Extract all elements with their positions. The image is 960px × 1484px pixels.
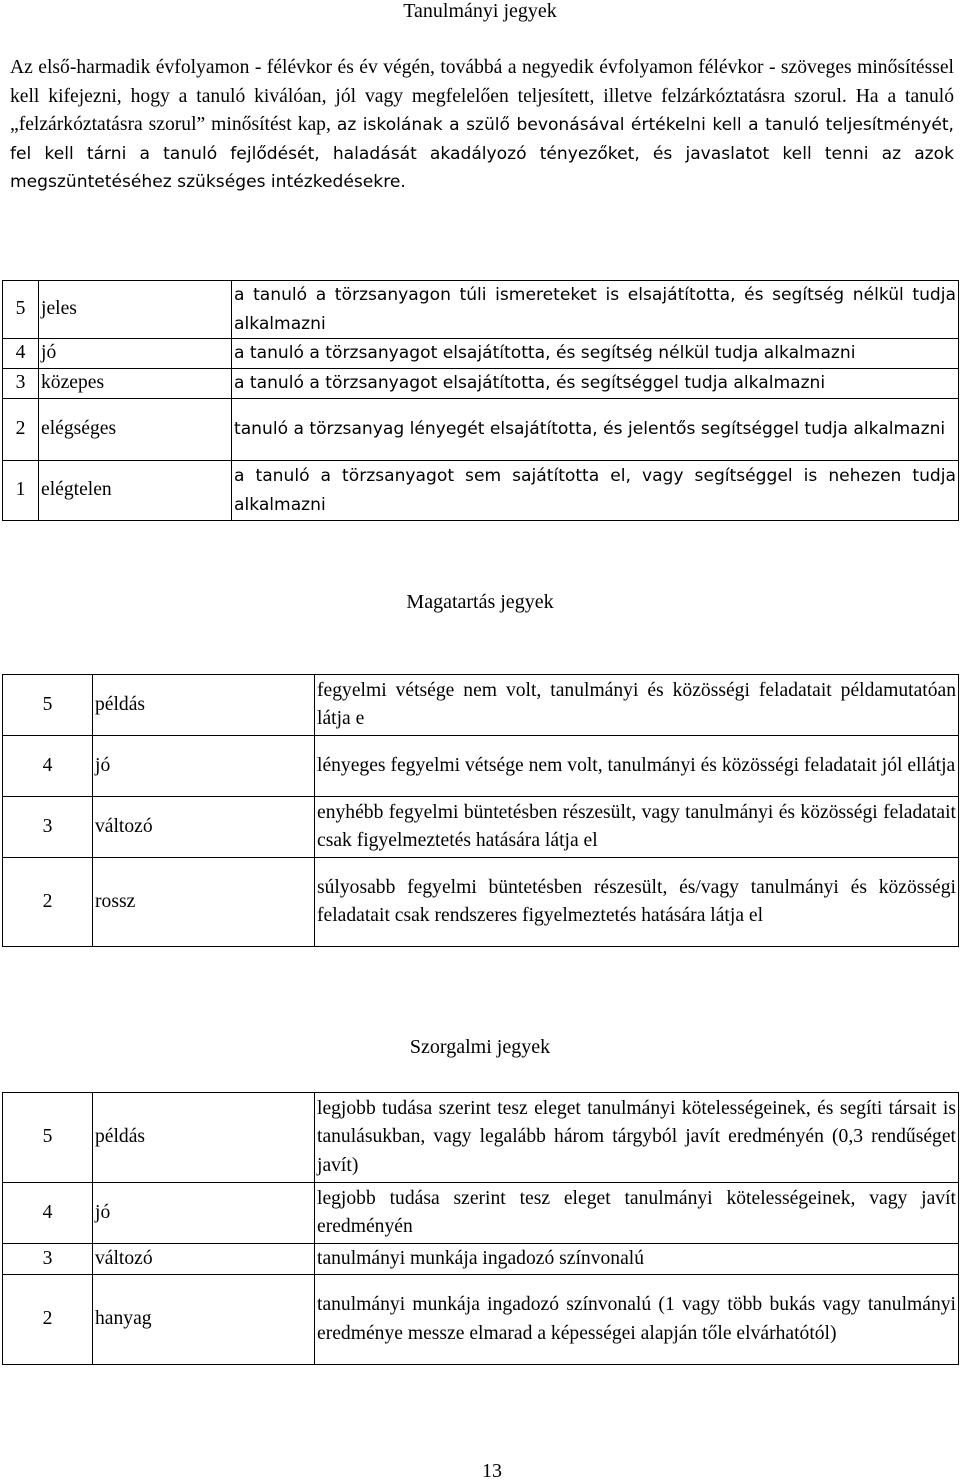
- grade-description: tanulmányi munkája ingadozó színvonalú (1 vagy több bukás vagy tanulmányi eredménye messze elmarad a képességei alapján tőle elvárhatótól): [315, 1275, 959, 1365]
- academic-title: Tanulmányi jegyek: [403, 0, 557, 22]
- table-row: [3, 675, 959, 736]
- grade-label: jeles: [39, 281, 232, 339]
- grade-label: példás: [93, 675, 315, 736]
- table-row: [3, 1275, 959, 1365]
- behavior-title: Magatartás jegyek: [406, 591, 554, 613]
- grade-label: jó: [93, 1183, 315, 1244]
- intro-text-part-c: az iskolának a szülő bevonásával értékelni kell a tanuló teljesítményét, fel kell tárni a tanuló fejlődését, haladását akadályozó tényezőket, és javaslatot kell tenni az azok megszüntetéséhez szükséges intézkedésekre.: [10, 115, 954, 193]
- page-number: 13: [482, 1460, 502, 1482]
- table-row: [3, 281, 959, 339]
- intro-text-part-b: Ha a tanuló „felzárkóztatásra szorul” minősítést kap,: [10, 85, 955, 136]
- grade-description: a tanuló a törzsanyagot elsajátította, és segítség nélkül tudja alkalmazni: [232, 339, 959, 369]
- grade-description: tanuló a törzsanyag lényegét elsajátította, és jelentős segítséggel tudja alkalmazni: [232, 399, 959, 461]
- grade-number: 5: [3, 1093, 93, 1183]
- grade-label: rossz: [93, 858, 315, 947]
- grade-description: a tanuló a törzsanyagon túli ismereteket is elsajátította, és segítség nélkül tudja alkalmazni: [232, 281, 959, 339]
- grade-description: a tanuló a törzsanyagot sem sajátította el, vagy segítséggel is nehezen tudja alkalmazni: [232, 461, 959, 521]
- grade-description: lényeges fegyelmi vétsége nem volt, tanulmányi és közösségi feladatait jól ellátja: [315, 736, 959, 797]
- grade-number: 3: [3, 369, 39, 399]
- grade-description: legjobb tudása szerint tesz eleget tanulmányi kötelességeinek, vagy javít eredményén: [315, 1183, 959, 1244]
- grade-number: 3: [3, 797, 93, 858]
- grade-description: legjobb tudása szerint tesz eleget tanulmányi kötelességeinek, és segíti társait is tanulásukban, vagy legalább három tárgyból javít eredményén (0,3 rendűséget javít): [315, 1093, 959, 1183]
- table-row: [3, 339, 959, 369]
- grade-number: 4: [3, 1183, 93, 1244]
- grade-label: elégséges: [39, 399, 232, 461]
- diligence-title: Szorgalmi jegyek: [409, 1036, 551, 1058]
- diligence-grades-table: [2, 1092, 959, 1365]
- grade-number: 4: [3, 736, 93, 797]
- table-row: [3, 858, 959, 947]
- grade-description: fegyelmi vétsége nem volt, tanulmányi és közösségi feladatait példamutatóan látja e: [315, 675, 959, 736]
- table-row: [3, 1183, 959, 1244]
- table-row: [3, 1244, 959, 1275]
- grade-number: 2: [3, 399, 39, 461]
- grade-description: a tanuló a törzsanyagot elsajátította, és segítséggel tudja alkalmazni: [232, 369, 959, 399]
- grade-number: 2: [3, 1275, 93, 1365]
- table-row: [3, 1093, 959, 1183]
- grade-label: elégtelen: [39, 461, 232, 521]
- table-row: [3, 369, 959, 399]
- grade-label: példás: [93, 1093, 315, 1183]
- grade-number: 3: [3, 1244, 93, 1275]
- grade-label: változó: [93, 797, 315, 858]
- grade-label: közepes: [39, 369, 232, 399]
- grade-number: 2: [3, 858, 93, 947]
- academic-grades-table: [2, 280, 959, 521]
- intro-text-part-a: Az első-harmadik évfolyamon - félévkor és év végén, továbbá a negyedik évfolyamon félévkor - szöveges minősítéssel kell kifejezni, hogy a tanuló kiválóan, jól vagy megfelelően teljesített, illetve felzárkóztatásra szorul.: [10, 57, 954, 107]
- table-row: [3, 736, 959, 797]
- grade-description: súlyosabb fegyelmi büntetésben részesült, és/vagy tanulmányi és közösségi feladatait csak rendszeres figyelmeztetés hatására látja el: [315, 858, 959, 947]
- grade-label: jó: [39, 339, 232, 369]
- table-row: [3, 399, 959, 461]
- grade-number: 4: [3, 339, 39, 369]
- intro-paragraph: [10, 54, 954, 197]
- grade-number: 1: [3, 461, 39, 521]
- grade-description: tanulmányi munkája ingadozó színvonalú: [315, 1244, 959, 1275]
- grade-description: enyhébb fegyelmi büntetésben részesült, vagy tanulmányi és közösségi feladatait csak figyelmeztetés hatására látja el: [315, 797, 959, 858]
- table-row: [3, 797, 959, 858]
- grade-number: 5: [3, 675, 93, 736]
- grade-label: hanyag: [93, 1275, 315, 1365]
- table-row: [3, 461, 959, 521]
- behavior-grades-table: [2, 674, 959, 947]
- grade-label: jó: [93, 736, 315, 797]
- grade-number: 5: [3, 281, 39, 339]
- grade-label: változó: [93, 1244, 315, 1275]
